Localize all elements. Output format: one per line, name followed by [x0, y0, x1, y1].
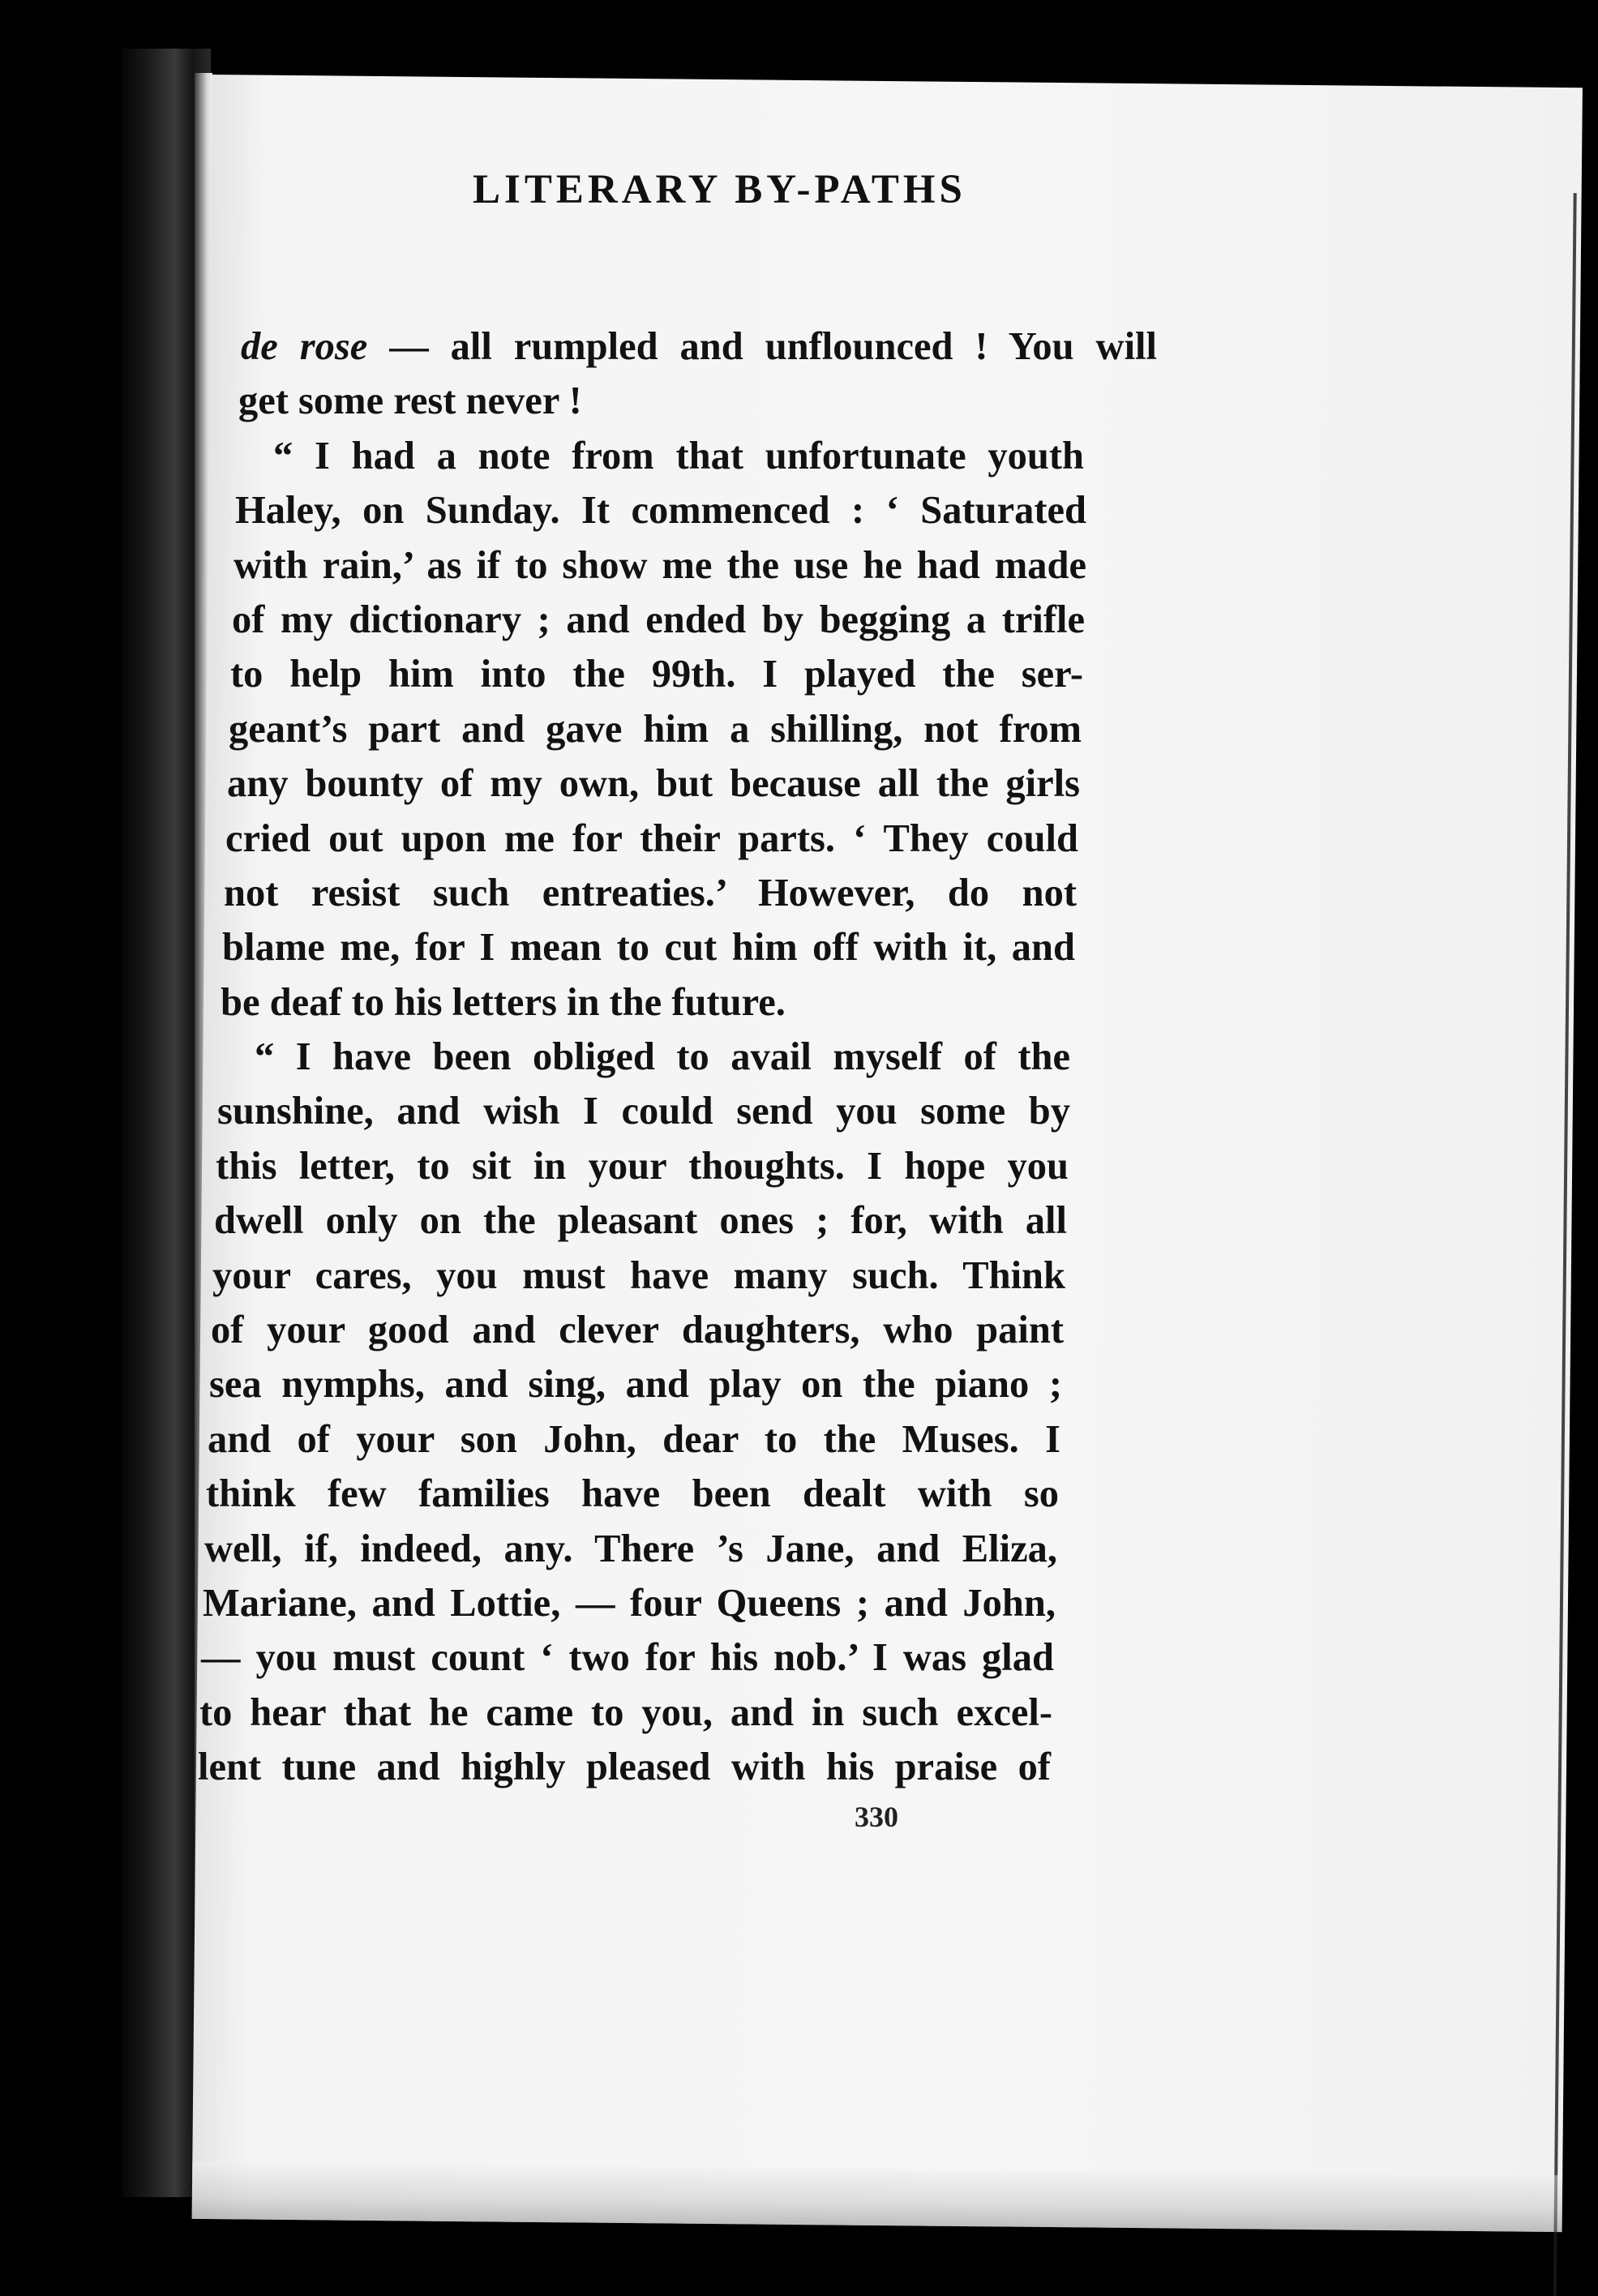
text-line: “ I have been obliged to avail myself of the — [255, 1035, 1070, 1079]
italic-phrase: de rose — [241, 325, 390, 368]
text-line: to help him into the 99th. I played the ser- — [230, 653, 1083, 696]
text-line: blame me, for I mean to cut him off with it, and — [222, 926, 1075, 970]
page-bottom-edge — [192, 2162, 1563, 2232]
running-head: LITERARY BY-PATHS — [473, 167, 966, 212]
text-line: and of your son John, dear to the Muses. I — [208, 1417, 1060, 1461]
text-line: sunshine, and wish I could send you some by — [217, 1090, 1070, 1133]
text-line: think few families have been dealt with so — [206, 1472, 1059, 1516]
text-line: of your good and clever daughters, who paint — [211, 1309, 1064, 1352]
text-line: any bounty of my own, but because all the girls — [227, 762, 1080, 806]
text-line: “ I had a note from that unfortunate youth — [273, 434, 1084, 478]
text-line: Haley, on Sunday. It commenced : ‘ Saturated — [235, 489, 1086, 533]
text-line: de rose — all rumpled and unflounced ! You will — [241, 325, 1157, 368]
text-line: dwell only on the pleasant ones ; for, with all — [214, 1199, 1067, 1243]
text-line: Mariane, and Lottie, — four Queens ; and John, — [203, 1581, 1056, 1625]
text-line: sea nymphs, and sing, and play on the piano ; — [209, 1363, 1062, 1407]
text-line: lent tune and highly pleased with his praise of — [198, 1746, 1051, 1789]
text-line: well, if, indeed, any. There ’s Jane, and Eliza, — [204, 1527, 1057, 1570]
body-text — [0, 319, 1598, 1795]
text-line: geant’s part and gave him a shilling, not from — [229, 707, 1082, 751]
text-line: — you must count ‘ two for his nob.’ I was glad — [201, 1636, 1054, 1680]
text-line: be deaf to his letters in the future. — [221, 980, 786, 1024]
text-line: of my dictionary ; and ended by begging a trifle — [232, 598, 1085, 641]
text-line: with rain,’ as if to show me the use he had made — [233, 543, 1086, 587]
page-number: 330 — [855, 1801, 898, 1833]
text-line: get some rest never ! — [238, 379, 582, 423]
text-line: your cares, you must have many such. Think — [212, 1253, 1065, 1297]
text-line: to hear that he came to you, and in such excel- — [199, 1690, 1052, 1734]
text-line: cried out upon me for their parts. ‘ They could — [225, 816, 1078, 860]
text-line: not resist such entreaties.’ However, do not — [224, 871, 1077, 915]
text-line: this letter, to sit in your thoughts. I hope you — [216, 1144, 1069, 1188]
